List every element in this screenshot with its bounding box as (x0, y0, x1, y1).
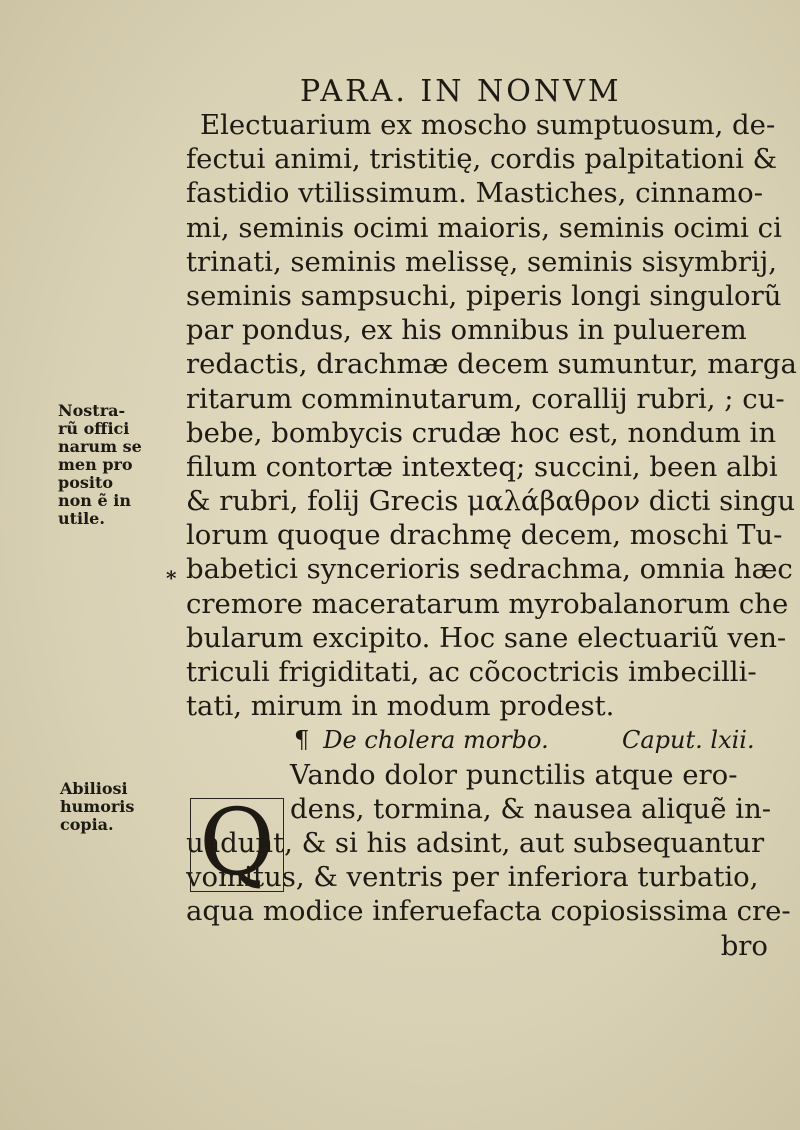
margin-note-line: rũ offici (58, 419, 130, 438)
margin-note-line: narum se (58, 437, 142, 456)
text-line: redactis, drachmæ decem sumuntur, marga (186, 348, 797, 381)
margin-note-line: posito (58, 473, 114, 492)
drop-cap-initial: Q (190, 798, 284, 892)
text-line: Vando dolor punctilis atque ero- (290, 758, 738, 791)
chapter-title: De cholera morbo. (323, 726, 549, 755)
margin-note-line: Abiliosi (60, 779, 128, 798)
chapter-number: Caput. lxii. (622, 726, 755, 755)
text-line: lorum quoque drachmę decem, moschi Tu- (186, 519, 783, 552)
text-line: bularum excipito. Hoc sane electuariũ ven- (186, 621, 787, 654)
text-line: tati, mirum in modum prodest. (186, 690, 615, 723)
margin-note-officinarum (58, 402, 142, 528)
text-line: mi, seminis ocimi maioris, seminis ocimi ci (186, 211, 782, 244)
pilcrow-icon: ¶ (294, 726, 310, 755)
text-line: bebe, bombycis crudæ hoc est, nondum in (186, 416, 777, 449)
text-line: & rubri, folij Grecis μαλάβαθρον dicti singu (186, 485, 796, 518)
text-line: seminis sampsuchi, piperis longi singulorũ (186, 279, 782, 312)
text-line: par pondus, ex his omnibus in puluerem (186, 314, 747, 347)
text-line: triculi frigiditati, ac cõcoctricis imbecilli- (186, 656, 757, 688)
margin-note-line: Nostra- (58, 401, 126, 420)
running-title: PARA. IN NONVM (300, 74, 622, 109)
margin-note-line: humoris (60, 797, 135, 816)
text-line: ritarum comminutarum, corallij rubri, ; cu- (186, 382, 785, 415)
text-line: cremore maceratarum myrobalanorum che (186, 587, 789, 620)
chapter-heading (186, 723, 786, 757)
text-line: fectui animi, tristitię, cordis palpitationi & (186, 143, 778, 176)
text-line: filum contortæ intexteq; succini, been albi (186, 450, 778, 483)
margin-note-line: non ẽ in (58, 491, 131, 510)
text-line: uadunt, & si his adsint, aut subsequantur (186, 826, 765, 859)
text-line: trinati, seminis melissę, seminis sisymbrij, (186, 245, 778, 278)
margin-asterisk-mark: * (166, 566, 177, 590)
text-line: Electuarium ex moscho sumptuosum, de- (200, 109, 776, 141)
text-line: dens, tormina, & nausea aliquẽ in- (290, 792, 772, 825)
text-line: aqua modice inferuefacta copiosissima cre- (186, 895, 791, 928)
margin-note-biliosi (60, 780, 134, 834)
margin-note-line: utile. (58, 509, 105, 528)
text-line: babetici syncerioris sedrachma, omnia hæc (186, 553, 793, 586)
text-line: fastidio vtilissimum. Mastiches, cinnamo- (186, 177, 764, 210)
text-line: vomitus, & ventris per inferiora turbatio, (186, 861, 759, 894)
catchword: bro (720, 929, 768, 962)
margin-note-line: copia. (60, 815, 114, 834)
margin-note-line: men pro (58, 455, 133, 474)
